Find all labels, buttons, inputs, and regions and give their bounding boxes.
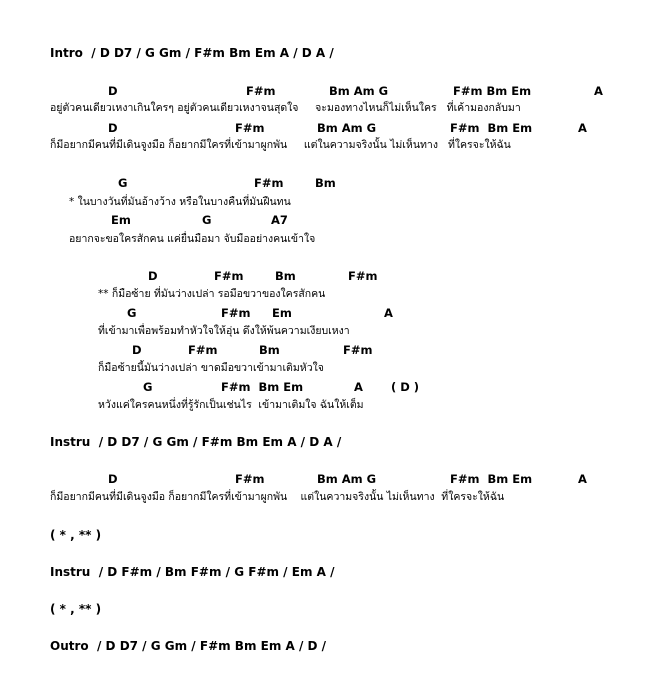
chord: F#m Bm Em — [221, 380, 304, 394]
chord: ( D ) — [391, 380, 420, 394]
chord: A — [354, 380, 363, 394]
chord: F#m Bm Em — [453, 84, 532, 98]
lyric-line: ที่เข้ามาเพื่อพร้อมทำหัวใจให้อุ่น ดึงให้พ้นความเงียบเหงา — [98, 325, 350, 337]
chord: F#m Bm Em — [450, 472, 533, 486]
chord: F#m — [214, 269, 244, 283]
lyric-line: หวังแค่ใครคนหนึ่งที่รู้รักเป็นเช่นไร เข้ามาเติมใจ ฉันให้เต็ม — [98, 399, 364, 411]
outro-line: Outro / D D7 / G Gm / F#m Bm Em A / D / — [50, 639, 327, 653]
instru-line: Instru / D D7 / G Gm / F#m Bm Em A / D A / — [50, 435, 342, 449]
chord: G — [127, 306, 137, 320]
chord: D — [148, 269, 158, 283]
chord: A — [578, 121, 587, 135]
chord: G — [143, 380, 153, 394]
chord: Bm — [259, 343, 280, 357]
chord: D — [108, 472, 118, 486]
repeat-marker-2: ( * , ** ) — [50, 602, 102, 616]
chord: Bm — [275, 269, 296, 283]
chord: Bm Am G — [317, 121, 377, 135]
lyric-line: * ในบางวันที่มันอ้างว้าง หรือในบางคืนที่มันฝืนทน — [69, 196, 291, 208]
chord: G — [202, 213, 212, 227]
intro-line: Intro / D D7 / G Gm / F#m Bm Em A / D A / — [50, 46, 334, 60]
chord: F#m — [235, 121, 265, 135]
chord: F#m — [235, 472, 265, 486]
lyric-line: ก็มือซ้ายนี้มันว่างเปล่า ขาดมือขวาเข้ามาเติมหัวใจ — [98, 362, 324, 374]
instru-line-2: Instru / D F#m / Bm F#m / G F#m / Em A / — [50, 565, 335, 579]
chord: Bm — [315, 176, 336, 190]
chord: G — [118, 176, 128, 190]
chord: F#m — [188, 343, 218, 357]
lyric-line: ** ก็มือซ้าย ที่มันว่างเปล่า รอมือขวาของใครสักคน — [98, 288, 326, 300]
chord: F#m — [254, 176, 284, 190]
chord: Bm Am G — [317, 472, 377, 486]
chord: F#m — [246, 84, 276, 98]
chord: Em — [272, 306, 292, 320]
lyric-line: ก็มีอยากมีคนที่มีเดินจูงมือ ก็อยากมีใครที่เข้ามาผูกพัน แต่ในความจริงนั้น ไม่เห็นทาง ที่ใครจะให้ฉัน — [50, 491, 505, 503]
chord: D — [108, 121, 118, 135]
chord: F#m Bm Em — [450, 121, 533, 135]
lyric-line: ก็มีอยากมีคนที่มีเดินจูงมือ ก็อยากมีใครที่เข้ามาผูกพัน แต่ในความจริงนั้น ไม่เห็นทาง ที่ใครจะให้ฉัน — [50, 139, 511, 151]
chord: A7 — [271, 213, 288, 227]
lyric-line: อยู่ตัวคนเดียวเหงาเกินใครๆ อยู่ตัวคนเดียวเหงาจนสุดใจ จะมองทางไหนก็ไม่เห็นใคร ที่เค้ามองกลับมา — [50, 102, 521, 114]
chord: F#m — [221, 306, 251, 320]
chord: F#m — [348, 269, 378, 283]
chord: D — [108, 84, 118, 98]
chord: A — [594, 84, 603, 98]
repeat-marker: ( * , ** ) — [50, 528, 102, 542]
chord: Em — [111, 213, 131, 227]
chord: D — [132, 343, 142, 357]
chord: A — [578, 472, 587, 486]
chord: A — [384, 306, 393, 320]
lyric-line: อยากจะขอใครสักคน แค่ยื่นมือมา จับมืออย่างคนเข้าใจ — [69, 233, 316, 245]
chord: F#m — [343, 343, 373, 357]
chord: Bm Am G — [329, 84, 389, 98]
